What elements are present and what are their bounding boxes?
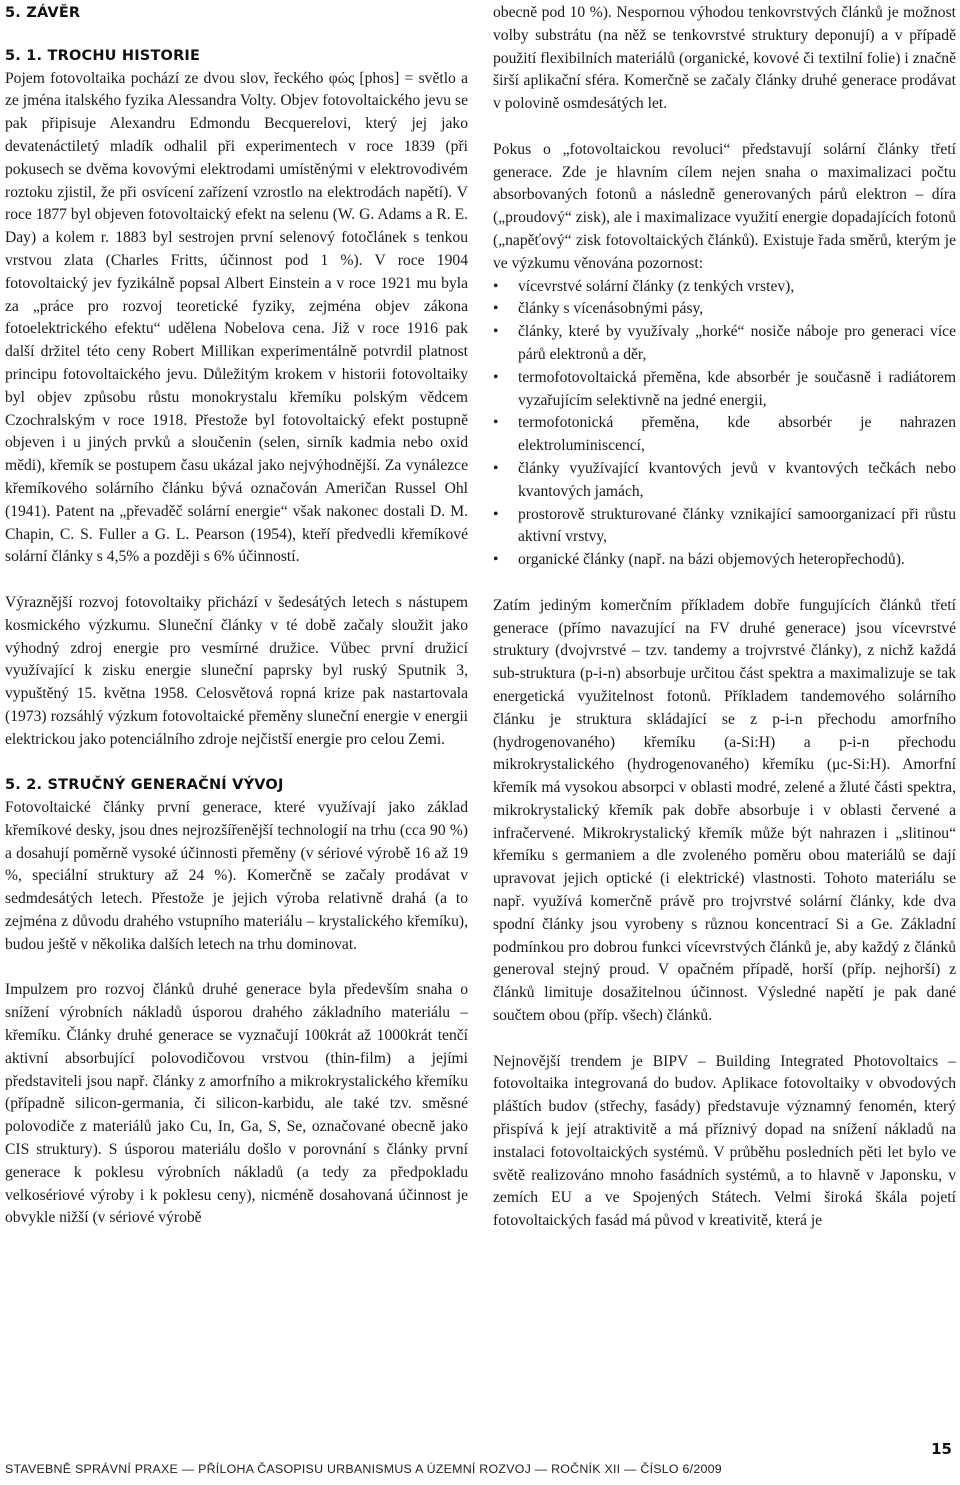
list-item: • organické články (např. na bázi objemových heteropřechodů). — [493, 549, 956, 572]
paragraph-sixties: Výraznější rozvoj fotovoltaiky přichází v šedesátých letech s nástupem kosmického výzkumu. Sluneční články v té době začaly sloužit jako výhodný zdroj energie pro vesmírné družice. Vůbec první družicí využívající k zisku energie sluneční paprsky byl ruský Sputnik 3, vypuštěný 15. května 1958. Celosvětová ropná krize pak nastartovala (1973) rozsáhlý výzkum fotovoltaické přeměny sluneční energie v energii elektrickou jako potenciálního zdroje nejčistší energie pro celou Zemi. — [5, 593, 468, 748]
section-heading-generations: 5. 2. STRUČNÝ GENERAČNÍ VÝVOJ — [5, 777, 284, 794]
paragraph-gap — [493, 116, 956, 139]
paragraph-third-generation: Pokus o „fotovoltaickou revoluci“ představují solární články třetí generace. Zde je hlavním cílem nejen snaha o maximalizaci počtu absorbovaných fotonů a následně generovaných párů elektron – díra („proudový“ zisk), ale i maximalizace využití energie dopadajících fotonů („napěťový“ zisk fotovoltaických článků). Existuje řada směrů, kterým je ve výzkumu věnována pozornost: — [493, 140, 956, 272]
page-number: 15 — [931, 1440, 952, 1458]
paragraph-gap — [5, 569, 468, 592]
section-heading-main: 5. ZÁVĚR — [5, 5, 81, 21]
right-column — [493, 2, 956, 1233]
paragraph-commercial-example: Zatím jediným komerčním příkladem dobře fungujících článků třetí generace (přímo navazující na FV druhé generace) jsou vícevrstvé struktury (dvojvrstvé – tzv. tandemy a trojvrstvé články), z nichž každá sub-struktura (p-i-n) absorbuje určitou část spektra a maximalizuje se tak energetická využitelnost fotonů. Příkladem tandemového solárního článku je struktura skládající se z p-i-n přechodu amorfního (hydrogenovaného) křemíku (a-Si:H) a p-i-n přechodu mikrokrystalického (hydrogenovaného) křemíku (μc-Si:H). Amorfní křemík má vysokou absorpci v oblasti modré, zelené a žluté části spektra, mikrokrystalický křemík pak dobře absorbuje i v oblasti červené a infračervené. Mikrokrystalický křemík může být nahrazen i „slitinou“ křemíku s germaniem a dle zvoleného poměru obou materiálů se dají upravovat jejich optické (i elektrické) vlastnosti. Tohoto materiálu se např. využívá komerčně právě pro trojvrstvé solární články, kde dva spodní články jsou vyrobeny s různou koncentrací Si a Ge. Základní podmínkou pro dobrou funkci vícevrstvých článků je, aby každý z článků generoval stejný proud. V opačném případě, horší (příp. nejhorší) z článků limituje dosažitelnou účinnost. Výsledné napětí je pak dané součtem obou (příp. všech) článků. — [493, 596, 956, 1025]
paragraph-gap — [493, 1028, 956, 1051]
footer-publication: STAVEBNĚ SPRÁVNÍ PRAXE — PŘÍLOHA ČASOPISU URBANISMUS A ÚZEMNÍ ROZVOJ — ROČNÍK XII — ČÍSLO 6/2009 — [5, 1462, 722, 1476]
list-item: • vícevrstvé solární články (z tenkých vrstev), — [493, 276, 956, 299]
paragraph-bipv: Nejnovější trendem je BIPV – Building Integrated Photovoltaics – fotovoltaika integrovaná do budov. Aplikace fotovoltaiky v obvodových pláštích budov (střechy, fasády) představuje významný fenomén, který přispívá k její atraktivitě a má příznivý dopad na snížení nákladů na instalaci fotovoltaických systémů. V průběhu posledních pěti let bylo ve světě realizováno mnoho fasádních systémů, a to hlavně v Japonsku, v zemích EU a ve Spojených Státech. Velmi široká škála pojetí fotovoltaických fasád má původ v kreativitě, která je — [493, 1052, 956, 1230]
list-item: • termofotovoltaická přeměna, kde absorbér je současně i radiátorem vyzařujícím selektivně na jedné energii, — [493, 367, 956, 413]
paragraph-second-generation: Impulzem pro rozvoj článků druhé generace byla především snaha o snížení výrobních nákladů úsporou drahého základního materiálu – křemíku. Články druhé generace se vyznačují 100krát až 1000krát tenčí aktivní absorbující polovodičovou vrstvou (thin-film) a jejími představiteli jsou např. články z amorfního a mikrokrystalického křemíku (případně silicon-germania, či silicon-karbidu, ale také tzv. směsné polovodiče z materiálů jako Cu, In, Ga, S, Se, označované obecně jako CIS struktury). S úsporou materiálu došlo v porovnání s články první generace k poklesu výrobních nákladů (a tedy za předpokladu velkosériové výroby i k poklesu ceny), nicméně dosahovaná účinnost je obvykle nižší (v sériové výrobě — [5, 981, 468, 1227]
list-item: • články, které by využívaly „horké“ nosiče náboje pro generaci více párů elektronů a děr, — [493, 321, 956, 367]
list-item: • články s vícenásobnými pásy, — [493, 298, 956, 321]
paragraph-continuation: obecně pod 10 %). Nespornou výhodou tenkovrstvých článků je možnost volby substrátu (na něž se tenkovrstvé struktury deponují) a v případě použití flexibilních materiálů (organické, kovové či textilní folie) i značně širší aplikační sféra. Komerčně se začaly články druhé generace prodávat v polovině osmdesátých let. — [493, 4, 956, 113]
paragraph-history: Pojem fotovoltaika pochází ze dvou slov, řeckého φώς [phos] = světlo a ze jména italského fyzika Alessandra Volty. Objev fotovoltaického jevu se pak připisuje Alexandru Edmondu Becquerelovi, který jej jako devatenáctiletý mladík odhalil při experimentech v roce 1839 (při pokusech se dvěma kovovými elektrodami umístěnými v elektrovodivém roztoku zjistil, že při osvícení zařízení vzrostlo na elektrodách napětí). V roce 1877 byl objeven fotovoltaický efekt na selenu (W. G. Adams a R. E. Day) a kolem r. 1883 byl sestrojen první selenový fotočlánek s tenkou vrstvou zlata (Charles Fritts, účinnost pod 1 %). V roce 1904 fotovoltaický jev fyzikálně popsal Albert Einstein a v roce 1921 mu byla za „práce pro rozvoj teoretické fyziky, zejména objev zákona fotoelektrického efektu“ udělena Nobelova cena. Již v roce 1916 pak další držitel této ceny Robert Millikan experimentálně potvrdil platnost principu fotovoltaického jevu. Důležitým krokem v historii fotovoltaiky byl objev způsobu růstu monokrystalu křemíku polským vědcem Czochralským v roce 1918. Přestože byl fotovoltaický efekt postupně objeven i u jiných prvků a sloučenin (selen, sirník kadmia nebo oxid mědi), křemík se postupem času ukázal jako nejvýhodnější. Za vynálezce křemíkového solárního článku bývá označován Američan Russel Ohl (1941). Patent na „převaděč solární energie“ však nakonec dostali D. M. Chapin, C. S. Fuller a G. L. Pearson (1954), kteří předvedli křemíkové solární články s 4,5% a později s 6% účinností. — [5, 69, 468, 566]
section-heading-history: 5. 1. TROCHU HISTORIE — [5, 47, 201, 64]
list-item: • články využívající kvantových jevů v kvantových tečkách nebo kvantových jamách, — [493, 458, 956, 504]
paragraph-first-generation: Fotovoltaické články první generace, které využívají jako základ křemíkové desky, jsou dnes nejrozšířenější technologií na trhu (cca 90 %) a dosahují poměrně vysoké účinnosti přeměny (v sériové výrobě 16 až 19 %, speciální struktury až 24 %). Komerčně se začaly prodávat v sedmdesátých letech. Přestože je jejich výroba relativně drahá (a to zejména z důvodu drahého vstupního materiálu – krystalického křemíku), budou ještě v několika dalších letech na trhu dominovat. — [5, 799, 468, 953]
paragraph-gap — [5, 957, 468, 980]
list-item: • termofotonická přeměna, kde absorbér je nahrazen elektroluminiscencí, — [493, 412, 956, 458]
list-item: • prostorově strukturované články vznikající samoorganizací při růstu aktivní vrstvy, — [493, 504, 956, 550]
paragraph-gap — [493, 572, 956, 595]
paragraph-gap — [5, 752, 468, 775]
left-column — [5, 2, 468, 1230]
research-directions-list — [493, 276, 956, 572]
